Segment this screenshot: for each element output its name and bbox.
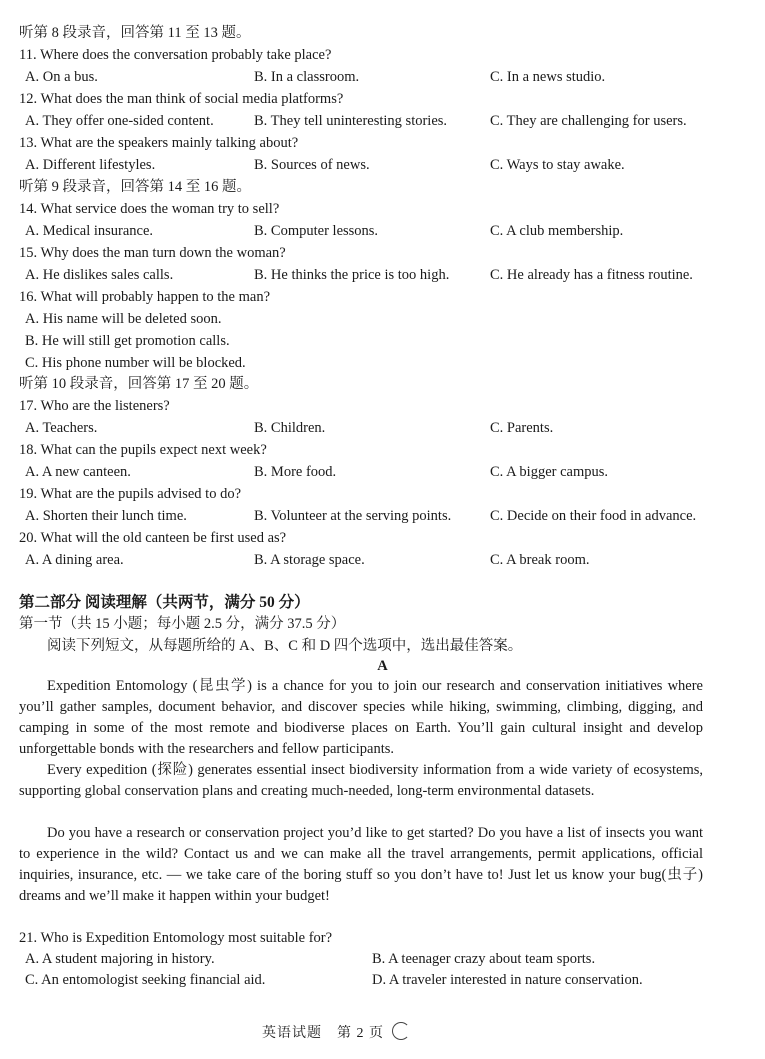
q14-option-b: B. Computer lessons.	[254, 223, 379, 239]
question-19-stem: 19. What are the pupils advised to do?	[19, 486, 242, 502]
passage-paragraph-2: Every expedition (探险) generates essential insect biodiversity information from a wide variety of ecosystems, supporting global conservation plans and creating much-needed, long-term environmental datasets.	[19, 762, 703, 799]
q14-option-c: C. A club membership.	[490, 223, 624, 239]
page-footer: 英语试题 第 2 页	[262, 1026, 384, 1041]
q21-option-d: D. A traveler interested in nature conservation.	[372, 972, 643, 988]
q20-option-b: B. A storage space.	[254, 552, 365, 568]
q21-option-b: B. A teenager crazy about team sports.	[372, 951, 596, 967]
question-18-stem: 18. What can the pupils expect next week?	[19, 442, 267, 458]
passage-paragraph-1: Expedition Entomology (昆虫学) is a chance for you to join our research and conservation initiatives where you’ll gather samples, document behavior, and discover species while hiking, swimming, climbing, digging, and camping in some of the most remote and biodiverse places on Earth. You’ll gain cultural insight and develop unforgettable bonds with the researchers and fellow participants.	[19, 678, 703, 757]
q15-option-a: A. He dislikes sales calls.	[25, 267, 174, 283]
q14-option-a: A. Medical insurance.	[25, 223, 154, 239]
section-9-header: 听第 9 段录音，回答第 14 至 16 题。	[19, 179, 251, 195]
q15-option-c: C. He already has a fitness routine.	[490, 267, 693, 283]
passage-letter: A	[377, 658, 388, 674]
section-10-header: 听第 10 段录音，回答第 17 至 20 题。	[19, 376, 259, 392]
question-12-stem: 12. What does the man think of social media platforms?	[19, 91, 344, 107]
question-13-stem: 13. What are the speakers mainly talking about?	[19, 135, 299, 151]
question-11-stem: 11. Where does the conversation probably take place?	[19, 47, 332, 63]
question-17-stem: 17. Who are the listeners?	[19, 398, 170, 414]
q16-option-c: C. His phone number will be blocked.	[25, 355, 246, 371]
q12-option-b: B. They tell uninteresting stories.	[254, 113, 448, 129]
q15-option-b: B. He thinks the price is too high.	[254, 267, 450, 283]
q20-option-c: C. A break room.	[490, 552, 590, 568]
section-one-subtitle: 第一节（共 15 小题；每小题 2.5 分，满分 37.5 分）	[19, 616, 346, 632]
reading-instructions: 阅读下列短文，从每题所给的 A、B、C 和 D 四个选项中，选出最佳答案。	[47, 638, 523, 654]
q13-option-a: A. Different lifestyles.	[25, 157, 156, 173]
scan-mark-icon	[392, 1022, 410, 1040]
section-8-header: 听第 8 段录音，回答第 11 至 13 题。	[19, 25, 251, 41]
q13-option-c: C. Ways to stay awake.	[490, 157, 625, 173]
question-14-stem: 14. What service does the woman try to sell?	[19, 201, 280, 217]
q17-option-a: A. Teachers.	[25, 420, 98, 436]
q16-option-a: A. His name will be deleted soon.	[25, 311, 222, 327]
part-two-title: 第二部分 阅读理解（共两节，满分 50 分）	[19, 594, 310, 611]
q21-option-c: C. An entomologist seeking financial aid.	[25, 972, 266, 988]
passage-paragraph-3: Do you have a research or conservation project you’d like to get started? Do you have a list of insects you want to experience in the wild? Contact us and we can make all the travel arrangements, permit applications, official inquiries, insurance, etc. — we take care of the boring stuff so you don’t have to! Just let us know your bug(虫子) dreams and we’ll make it happen within your budget!	[19, 825, 703, 904]
q21-option-a: A. A student majoring in history.	[25, 951, 215, 967]
q20-option-a: A. A dining area.	[25, 552, 124, 568]
question-21-stem: 21. Who is Expedition Entomology most suitable for?	[19, 930, 333, 946]
q16-option-b: B. He will still get promotion calls.	[25, 333, 230, 349]
q18-option-a: A. A new canteen.	[25, 464, 131, 480]
q12-option-a: A. They offer one-sided content.	[25, 113, 214, 129]
q13-option-b: B. Sources of news.	[254, 157, 370, 173]
q18-option-c: C. A bigger campus.	[490, 464, 609, 480]
q18-option-b: B. More food.	[254, 464, 337, 480]
q17-option-c: C. Parents.	[490, 420, 554, 436]
q11-option-b: B. In a classroom.	[254, 69, 360, 85]
q17-option-b: B. Children.	[254, 420, 326, 436]
question-15-stem: 15. Why does the man turn down the woman?	[19, 245, 286, 261]
question-20-stem: 20. What will the old canteen be first used as?	[19, 530, 287, 546]
q19-option-b: B. Volunteer at the serving points.	[254, 508, 452, 524]
question-16-stem: 16. What will probably happen to the man?	[19, 289, 271, 305]
q19-option-a: A. Shorten their lunch time.	[25, 508, 187, 524]
q11-option-a: A. On a bus.	[25, 69, 98, 85]
q12-option-c: C. They are challenging for users.	[490, 113, 687, 129]
q11-option-c: C. In a news studio.	[490, 69, 606, 85]
q19-option-c: C. Decide on their food in advance.	[490, 508, 697, 524]
